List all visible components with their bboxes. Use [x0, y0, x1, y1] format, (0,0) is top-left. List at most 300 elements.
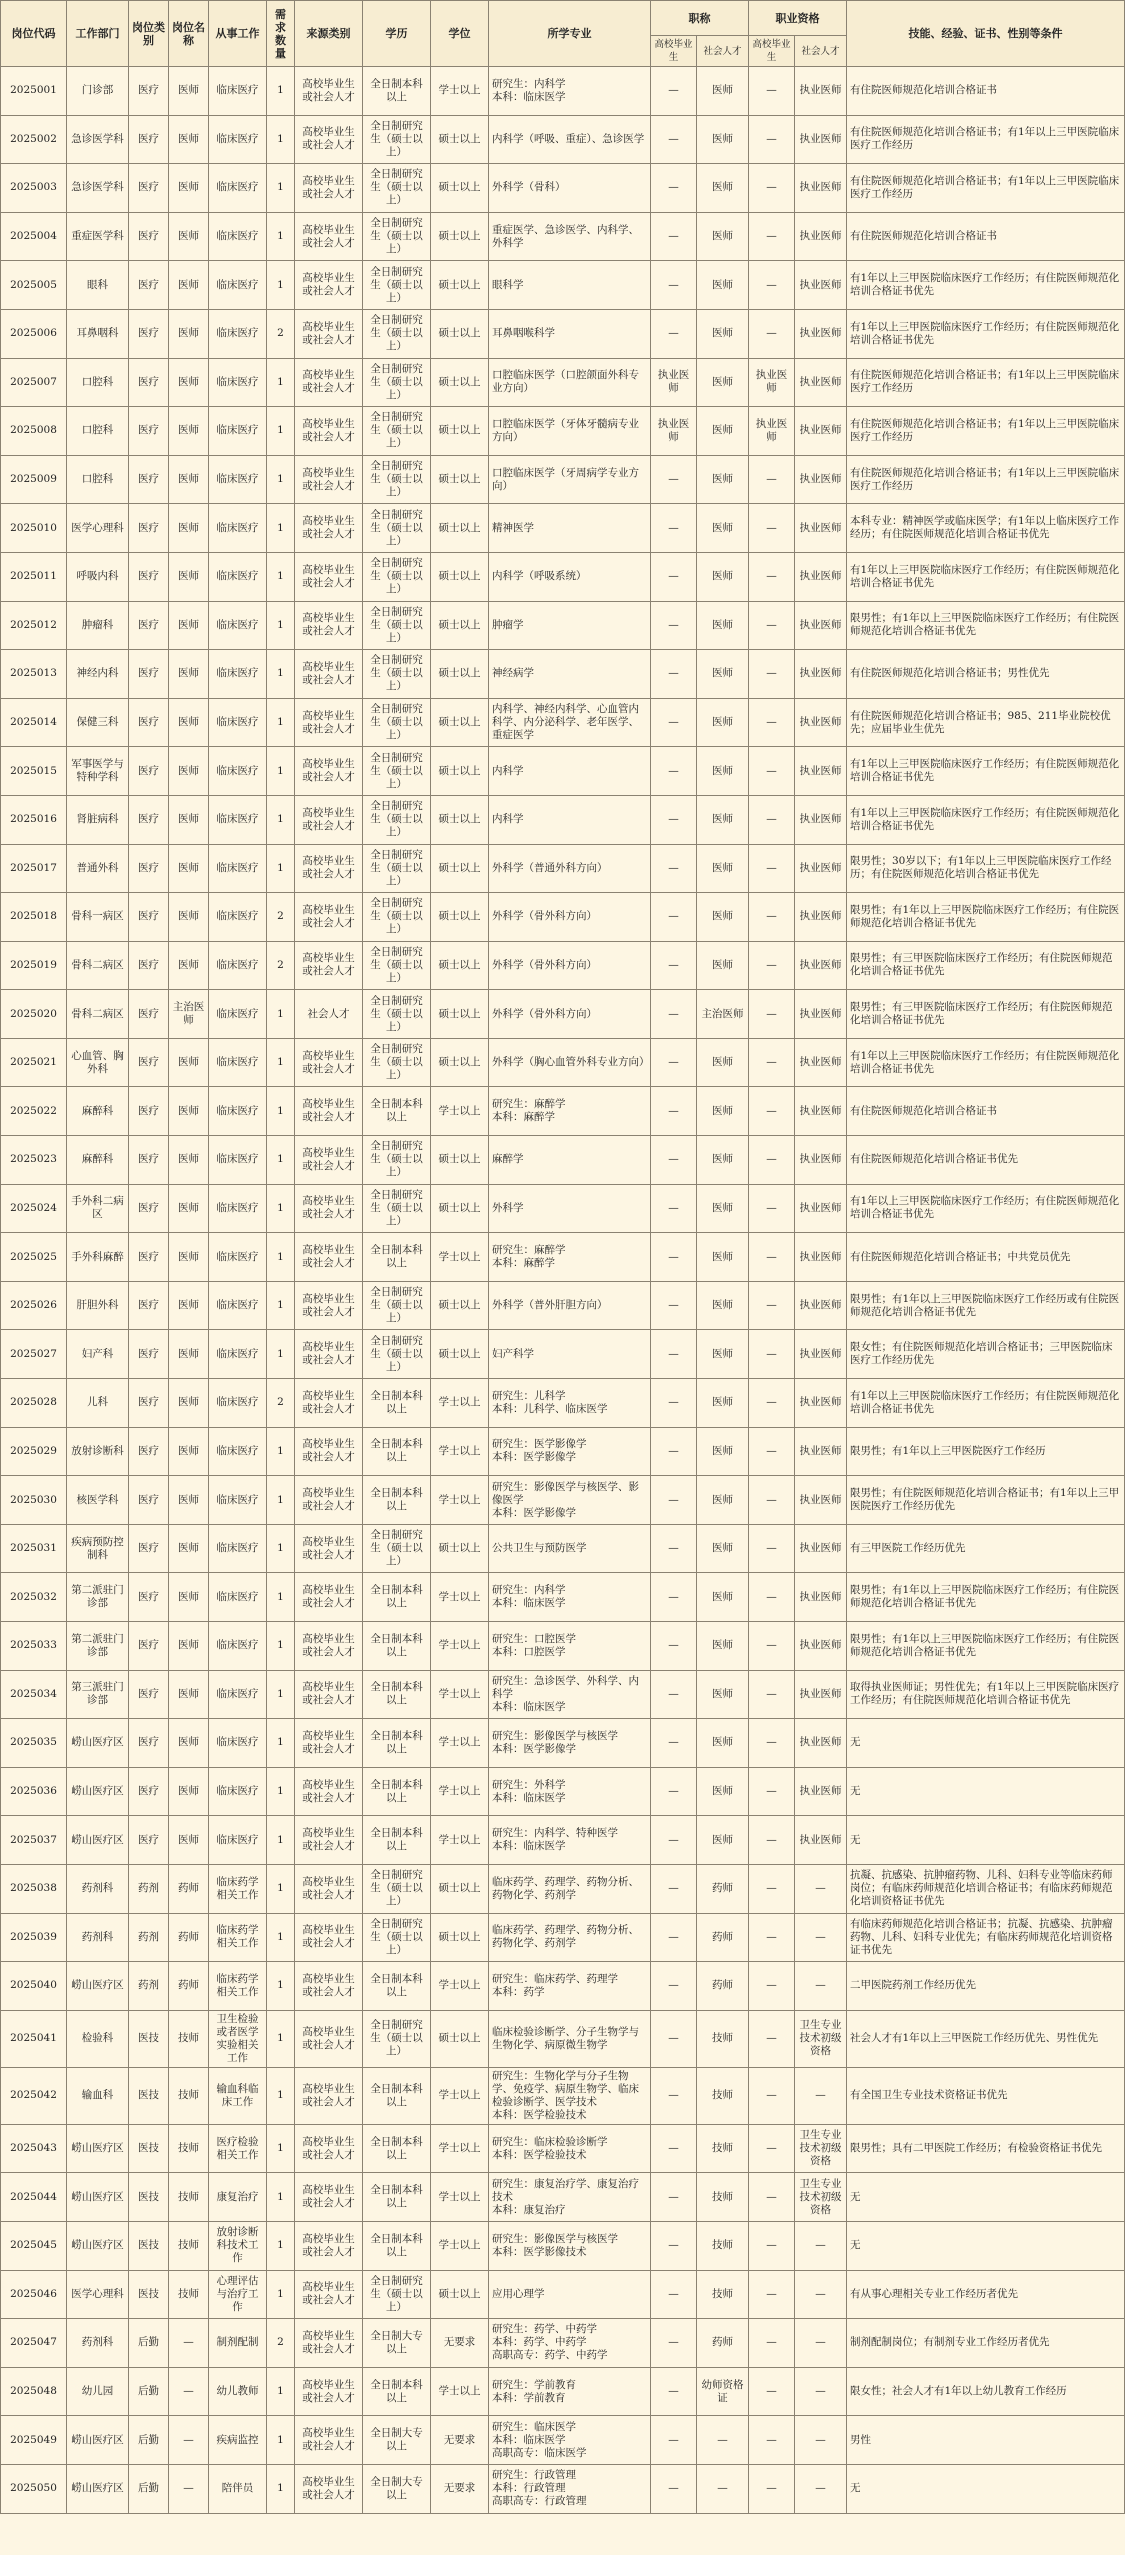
- cell-work: 临床医疗: [209, 650, 267, 699]
- cell-major: 临床药学、药理学、药物分析、药物化学、药剂学: [489, 1913, 651, 1962]
- cell-zc-soc: 医师: [697, 1622, 749, 1671]
- cell-code: 2025049: [1, 2416, 67, 2465]
- cell-category: 后勤: [129, 2367, 169, 2416]
- cell-code: 2025001: [1, 67, 67, 116]
- cell-title: 医师: [169, 115, 209, 164]
- cell-title: 技师: [169, 2010, 209, 2067]
- cell-title: 药师: [169, 1913, 209, 1962]
- cell-count: 1: [267, 1184, 295, 1233]
- cell-category: 医疗: [129, 1330, 169, 1379]
- table-row: [1, 1184, 1125, 1233]
- cell-zy-grad: —: [749, 2173, 795, 2222]
- cell-zy-grad: —: [749, 1524, 795, 1573]
- cell-work: 临床医疗: [209, 1816, 267, 1865]
- cell-title: 药师: [169, 1864, 209, 1913]
- table-row: [1, 552, 1125, 601]
- cell-conditions: 限男性；30岁以下；有1年以上三甲医院临床医疗工作经历；有住院医师规范化培训合格证书优先: [847, 844, 1125, 893]
- table-row: [1, 2319, 1125, 2368]
- cell-zy-grad: —: [749, 698, 795, 747]
- cell-category: 医技: [129, 2221, 169, 2270]
- cell-edu: 全日制研究生（硕士以上）: [363, 358, 431, 407]
- header-dept: 工作部门: [67, 1, 129, 67]
- cell-conditions: 有1年以上三甲医院临床医疗工作经历；有住院医师规范化培训合格证书优先: [847, 747, 1125, 796]
- cell-zy-grad: —: [749, 2319, 795, 2368]
- cell-zy-soc: 执业医师: [795, 1816, 847, 1865]
- table-row: [1, 1622, 1125, 1671]
- cell-major: 神经病学: [489, 650, 651, 699]
- cell-zc-grad: —: [651, 164, 697, 213]
- cell-work: 临床医疗: [209, 67, 267, 116]
- cell-dept: 崂山医疗区: [67, 2416, 129, 2465]
- table-row: [1, 1038, 1125, 1087]
- cell-zy-grad: —: [749, 164, 795, 213]
- cell-work: 临床医疗: [209, 698, 267, 747]
- cell-code: 2025004: [1, 212, 67, 261]
- cell-code: 2025031: [1, 1524, 67, 1573]
- cell-category: 医疗: [129, 650, 169, 699]
- cell-degree: 无要求: [431, 2464, 489, 2513]
- cell-zc-soc: 医师: [697, 1573, 749, 1622]
- cell-zy-grad: —: [749, 2270, 795, 2319]
- cell-zc-soc: 医师: [697, 1476, 749, 1525]
- cell-count: 1: [267, 2010, 295, 2067]
- cell-degree: 学士以上: [431, 1573, 489, 1622]
- cell-count: 1: [267, 2124, 295, 2173]
- cell-degree: 学士以上: [431, 1622, 489, 1671]
- table-row: [1, 1670, 1125, 1719]
- table-row: [1, 941, 1125, 990]
- cell-zy-grad: —: [749, 844, 795, 893]
- cell-title: 医师: [169, 795, 209, 844]
- cell-source: 高校毕业生或社会人才: [295, 2010, 363, 2067]
- cell-source: 高校毕业生或社会人才: [295, 601, 363, 650]
- cell-count: 1: [267, 1670, 295, 1719]
- cell-zc-grad: —: [651, 1184, 697, 1233]
- cell-zy-soc: —: [795, 2464, 847, 2513]
- table-row: [1, 844, 1125, 893]
- cell-zc-soc: 幼师资格证: [697, 2367, 749, 2416]
- cell-conditions: 有住院医师规范化培训合格证书优先: [847, 1136, 1125, 1185]
- cell-zc-grad: —: [651, 1233, 697, 1282]
- cell-zc-soc: 医师: [697, 747, 749, 796]
- cell-dept: 核医学科: [67, 1476, 129, 1525]
- cell-zy-soc: 执业医师: [795, 941, 847, 990]
- cell-conditions: 有从事心理相关专业工作经历者优先: [847, 2270, 1125, 2319]
- cell-zc-soc: 医师: [697, 650, 749, 699]
- cell-dept: 输血科: [67, 2067, 129, 2124]
- cell-edu: 全日制本科以上: [363, 1573, 431, 1622]
- cell-zc-grad: —: [651, 1476, 697, 1525]
- cell-degree: 硕士以上: [431, 747, 489, 796]
- cell-code: 2025003: [1, 164, 67, 213]
- cell-edu: 全日制研究生（硕士以上）: [363, 1281, 431, 1330]
- cell-zy-grad: —: [749, 1864, 795, 1913]
- cell-degree: 硕士以上: [431, 1913, 489, 1962]
- cell-zy-soc: 执业医师: [795, 115, 847, 164]
- cell-title: 医师: [169, 941, 209, 990]
- cell-zc-grad: —: [651, 2319, 697, 2368]
- table-body: [1, 67, 1125, 2514]
- cell-dept: 崂山医疗区: [67, 2124, 129, 2173]
- cell-zc-grad: —: [651, 990, 697, 1039]
- cell-dept: 崂山医疗区: [67, 1719, 129, 1768]
- cell-edu: 全日制研究生（硕士以上）: [363, 1913, 431, 1962]
- cell-zc-grad: —: [651, 1573, 697, 1622]
- table-row: [1, 1767, 1125, 1816]
- cell-count: 1: [267, 601, 295, 650]
- cell-work: 输血科临床工作: [209, 2067, 267, 2124]
- cell-zc-soc: 医师: [697, 212, 749, 261]
- cell-degree: 硕士以上: [431, 309, 489, 358]
- cell-zc-grad: —: [651, 1767, 697, 1816]
- cell-zy-grad: —: [749, 1476, 795, 1525]
- cell-source: 高校毕业生或社会人才: [295, 1330, 363, 1379]
- cell-zc-grad: —: [651, 1864, 697, 1913]
- cell-edu: 全日制大专以上: [363, 2416, 431, 2465]
- cell-degree: 学士以上: [431, 1670, 489, 1719]
- cell-zy-grad: —: [749, 1184, 795, 1233]
- table-row: [1, 115, 1125, 164]
- cell-zc-grad: —: [651, 1962, 697, 2011]
- header-zc: 职称: [651, 1, 749, 36]
- cell-title: 医师: [169, 1330, 209, 1379]
- cell-zy-soc: 执业医师: [795, 1379, 847, 1428]
- header-source: 来源类别: [295, 1, 363, 67]
- cell-title: 医师: [169, 455, 209, 504]
- cell-zc-soc: 主治医师: [697, 990, 749, 1039]
- cell-category: 后勤: [129, 2464, 169, 2513]
- table-row: [1, 1962, 1125, 2011]
- cell-title: 医师: [169, 1427, 209, 1476]
- cell-zc-soc: 医师: [697, 67, 749, 116]
- cell-code: 2025018: [1, 893, 67, 942]
- cell-code: 2025019: [1, 941, 67, 990]
- cell-count: 1: [267, 1573, 295, 1622]
- cell-work: 临床医疗: [209, 1524, 267, 1573]
- cell-zc-grad: 执业医师: [651, 407, 697, 456]
- cell-title: 医师: [169, 164, 209, 213]
- cell-zc-soc: 医师: [697, 1379, 749, 1428]
- cell-degree: 硕士以上: [431, 650, 489, 699]
- cell-zc-soc: 医师: [697, 844, 749, 893]
- cell-edu: 全日制本科以上: [363, 2067, 431, 2124]
- cell-zc-soc: 医师: [697, 1184, 749, 1233]
- cell-zy-grad: —: [749, 990, 795, 1039]
- cell-zy-grad: —: [749, 1330, 795, 1379]
- cell-degree: 硕士以上: [431, 1864, 489, 1913]
- cell-dept: 普通外科: [67, 844, 129, 893]
- cell-category: 医技: [129, 2270, 169, 2319]
- cell-category: 药剂: [129, 1864, 169, 1913]
- cell-major: 研究生：内科学 本科：临床医学: [489, 1573, 651, 1622]
- cell-category: 医技: [129, 2010, 169, 2067]
- cell-code: 2025034: [1, 1670, 67, 1719]
- cell-zy-grad: —: [749, 1233, 795, 1282]
- cell-zy-soc: 卫生专业技术初级资格: [795, 2124, 847, 2173]
- cell-count: 1: [267, 407, 295, 456]
- cell-major: 研究生：内科学 本科：临床医学: [489, 67, 651, 116]
- cell-zc-grad: —: [651, 1087, 697, 1136]
- cell-source: 高校毕业生或社会人才: [295, 650, 363, 699]
- cell-zc-soc: 医师: [697, 601, 749, 650]
- cell-category: 医疗: [129, 261, 169, 310]
- cell-source: 高校毕业生或社会人才: [295, 2067, 363, 2124]
- cell-zc-soc: 医师: [697, 1670, 749, 1719]
- cell-code: 2025038: [1, 1864, 67, 1913]
- cell-conditions: 有1年以上三甲医院临床医疗工作经历；有住院医师规范化培训合格证书优先: [847, 1038, 1125, 1087]
- cell-edu: 全日制研究生（硕士以上）: [363, 1038, 431, 1087]
- cell-major: 精神医学: [489, 504, 651, 553]
- cell-zc-soc: 医师: [697, 1281, 749, 1330]
- cell-zc-soc: 医师: [697, 941, 749, 990]
- cell-edu: 全日制研究生（硕士以上）: [363, 164, 431, 213]
- cell-zy-soc: —: [795, 1913, 847, 1962]
- cell-degree: 硕士以上: [431, 1524, 489, 1573]
- cell-category: 医疗: [129, 1524, 169, 1573]
- cell-zy-soc: 执业医师: [795, 844, 847, 893]
- cell-zc-grad: —: [651, 1330, 697, 1379]
- cell-code: 2025021: [1, 1038, 67, 1087]
- cell-dept: 妇产科: [67, 1330, 129, 1379]
- cell-edu: 全日制研究生（硕士以上）: [363, 552, 431, 601]
- cell-source: 高校毕业生或社会人才: [295, 795, 363, 844]
- cell-category: 医疗: [129, 893, 169, 942]
- cell-work: 疾病监控: [209, 2416, 267, 2465]
- cell-conditions: 有住院医师规范化培训合格证书: [847, 67, 1125, 116]
- cell-work: 临床医疗: [209, 1087, 267, 1136]
- cell-edu: 全日制本科以上: [363, 2367, 431, 2416]
- cell-work: 临床医疗: [209, 358, 267, 407]
- cell-conditions: 无: [847, 2221, 1125, 2270]
- cell-source: 高校毕业生或社会人才: [295, 164, 363, 213]
- cell-source: 高校毕业生或社会人才: [295, 552, 363, 601]
- cell-code: 2025039: [1, 1913, 67, 1962]
- cell-code: 2025016: [1, 795, 67, 844]
- table-row: [1, 650, 1125, 699]
- cell-code: 2025020: [1, 990, 67, 1039]
- cell-conditions: 有1年以上三甲医院临床医疗工作经历；有住院医师规范化培训合格证书优先: [847, 261, 1125, 310]
- cell-zy-soc: 执业医师: [795, 309, 847, 358]
- cell-title: 医师: [169, 698, 209, 747]
- cell-count: 1: [267, 1476, 295, 1525]
- cell-source: 高校毕业生或社会人才: [295, 941, 363, 990]
- cell-degree: 硕士以上: [431, 698, 489, 747]
- cell-edu: 全日制本科以上: [363, 1670, 431, 1719]
- cell-title: 医师: [169, 1184, 209, 1233]
- cell-edu: 全日制本科以上: [363, 1962, 431, 2011]
- cell-title: 医师: [169, 261, 209, 310]
- cell-zy-grad: —: [749, 2416, 795, 2465]
- table-row: [1, 1379, 1125, 1428]
- cell-title: 医师: [169, 407, 209, 456]
- cell-title: —: [169, 2367, 209, 2416]
- cell-conditions: 有住院医师规范化培训合格证书；985、211毕业院校优先；应届毕业生优先: [847, 698, 1125, 747]
- table-row: [1, 2173, 1125, 2222]
- cell-zc-grad: —: [651, 2464, 697, 2513]
- cell-edu: 全日制研究生（硕士以上）: [363, 893, 431, 942]
- cell-zy-soc: 执业医师: [795, 1184, 847, 1233]
- cell-zy-grad: —: [749, 1573, 795, 1622]
- cell-conditions: 有住院医师规范化培训合格证书: [847, 212, 1125, 261]
- cell-edu: 全日制本科以上: [363, 2173, 431, 2222]
- cell-count: 1: [267, 1622, 295, 1671]
- cell-dept: 崂山医疗区: [67, 1816, 129, 1865]
- cell-zc-soc: 医师: [697, 115, 749, 164]
- cell-major: 研究生：麻醉学 本科：麻醉学: [489, 1087, 651, 1136]
- cell-title: 医师: [169, 552, 209, 601]
- cell-edu: 全日制研究生（硕士以上）: [363, 1184, 431, 1233]
- cell-source: 高校毕业生或社会人才: [295, 844, 363, 893]
- cell-dept: 儿科: [67, 1379, 129, 1428]
- cell-dept: 医学心理科: [67, 504, 129, 553]
- cell-work: 临床医疗: [209, 504, 267, 553]
- cell-zy-soc: —: [795, 2416, 847, 2465]
- cell-zc-grad: —: [651, 893, 697, 942]
- cell-work: 陪伴员: [209, 2464, 267, 2513]
- cell-count: 1: [267, 1087, 295, 1136]
- header-count: 需求数量: [267, 1, 295, 67]
- cell-code: 2025047: [1, 2319, 67, 2368]
- cell-degree: 硕士以上: [431, 358, 489, 407]
- table-row: [1, 2124, 1125, 2173]
- cell-title: 医师: [169, 1719, 209, 1768]
- cell-zy-grad: —: [749, 1281, 795, 1330]
- cell-edu: 全日制本科以上: [363, 1816, 431, 1865]
- cell-count: 1: [267, 212, 295, 261]
- cell-source: 高校毕业生或社会人才: [295, 747, 363, 796]
- cell-work: 临床医疗: [209, 1379, 267, 1428]
- cell-work: 临床医疗: [209, 407, 267, 456]
- cell-edu: 全日制研究生（硕士以上）: [363, 115, 431, 164]
- cell-major: 研究生：康复治疗学、康复治疗技术 本科：康复治疗: [489, 2173, 651, 2222]
- cell-count: 2: [267, 309, 295, 358]
- cell-zc-soc: 医师: [697, 1524, 749, 1573]
- cell-title: 药师: [169, 1962, 209, 2011]
- cell-conditions: 限男性；有1年以上三甲医院临床医疗工作经历；有住院医师规范化培训合格证书优先: [847, 1622, 1125, 1671]
- cell-count: 2: [267, 893, 295, 942]
- cell-code: 2025002: [1, 115, 67, 164]
- cell-category: 医疗: [129, 1281, 169, 1330]
- cell-zc-soc: 医师: [697, 1233, 749, 1282]
- cell-source: 高校毕业生或社会人才: [295, 893, 363, 942]
- cell-source: 高校毕业生或社会人才: [295, 1038, 363, 1087]
- cell-source: 高校毕业生或社会人才: [295, 212, 363, 261]
- cell-category: 医疗: [129, 941, 169, 990]
- cell-zy-grad: —: [749, 1670, 795, 1719]
- table-row: [1, 455, 1125, 504]
- cell-work: 临床医疗: [209, 212, 267, 261]
- cell-dept: 手外科二病区: [67, 1184, 129, 1233]
- cell-title: 医师: [169, 1087, 209, 1136]
- cell-conditions: 有住院医师规范化培训合格证书；有1年以上三甲医院临床医疗工作经历: [847, 358, 1125, 407]
- cell-zc-grad: —: [651, 2010, 697, 2067]
- cell-zc-grad: —: [651, 2124, 697, 2173]
- cell-zy-grad: 执业医师: [749, 407, 795, 456]
- cell-zc-grad: —: [651, 1281, 697, 1330]
- cell-code: 2025027: [1, 1330, 67, 1379]
- cell-zy-soc: 执业医师: [795, 1330, 847, 1379]
- cell-title: 医师: [169, 844, 209, 893]
- cell-dept: 肾脏病科: [67, 795, 129, 844]
- cell-zc-soc: 医师: [697, 1136, 749, 1185]
- cell-degree: 硕士以上: [431, 455, 489, 504]
- cell-zc-grad: —: [651, 1524, 697, 1573]
- cell-zy-grad: —: [749, 2067, 795, 2124]
- cell-major: 内科学: [489, 747, 651, 796]
- table-row: [1, 2416, 1125, 2465]
- cell-zy-soc: 执业医师: [795, 747, 847, 796]
- cell-zc-soc: 医师: [697, 164, 749, 213]
- cell-dept: 眼科: [67, 261, 129, 310]
- cell-major: 重症医学、急诊医学、内科学、外科学: [489, 212, 651, 261]
- cell-title: 医师: [169, 1038, 209, 1087]
- cell-zy-soc: 执业医师: [795, 164, 847, 213]
- cell-code: 2025041: [1, 2010, 67, 2067]
- cell-title: 医师: [169, 650, 209, 699]
- cell-category: 医疗: [129, 407, 169, 456]
- cell-code: 2025014: [1, 698, 67, 747]
- cell-dept: 呼吸内科: [67, 552, 129, 601]
- cell-title: 医师: [169, 1136, 209, 1185]
- cell-title: —: [169, 2416, 209, 2465]
- header-zy: 职业资格: [749, 1, 847, 36]
- cell-code: 2025048: [1, 2367, 67, 2416]
- cell-conditions: 有住院医师规范化培训合格证书；有1年以上三甲医院临床医疗工作经历: [847, 164, 1125, 213]
- cell-code: 2025017: [1, 844, 67, 893]
- cell-zc-grad: —: [651, 2067, 697, 2124]
- table-row: [1, 601, 1125, 650]
- cell-work: 制剂配制: [209, 2319, 267, 2368]
- cell-edu: 全日制本科以上: [363, 1087, 431, 1136]
- cell-category: 药剂: [129, 1913, 169, 1962]
- table-row: [1, 358, 1125, 407]
- cell-major: 口腔临床医学（牙周病学专业方向）: [489, 455, 651, 504]
- cell-major: 外科学: [489, 1184, 651, 1233]
- cell-zc-grad: —: [651, 1622, 697, 1671]
- cell-zy-grad: —: [749, 747, 795, 796]
- cell-work: 临床医疗: [209, 1427, 267, 1476]
- cell-edu: 全日制研究生（硕士以上）: [363, 601, 431, 650]
- cell-count: 1: [267, 2173, 295, 2222]
- cell-zy-grad: —: [749, 1136, 795, 1185]
- cell-title: 医师: [169, 1622, 209, 1671]
- cell-category: 医疗: [129, 358, 169, 407]
- cell-zy-soc: 卫生专业技术初级资格: [795, 2173, 847, 2222]
- cell-degree: 学士以上: [431, 1767, 489, 1816]
- cell-dept: 放射诊断科: [67, 1427, 129, 1476]
- cell-conditions: 制剂配制岗位；有制剂专业工作经历者优先: [847, 2319, 1125, 2368]
- cell-count: 1: [267, 844, 295, 893]
- cell-work: 临床医疗: [209, 844, 267, 893]
- cell-zy-soc: 执业医师: [795, 1476, 847, 1525]
- cell-degree: 硕士以上: [431, 844, 489, 893]
- cell-title: 医师: [169, 893, 209, 942]
- cell-source: 高校毕业生或社会人才: [295, 1719, 363, 1768]
- cell-conditions: 有住院医师规范化培训合格证书；有1年以上三甲医院临床医疗工作经历: [847, 455, 1125, 504]
- cell-count: 1: [267, 552, 295, 601]
- cell-zy-grad: —: [749, 1038, 795, 1087]
- cell-zy-grad: —: [749, 2221, 795, 2270]
- cell-degree: 学士以上: [431, 1816, 489, 1865]
- cell-dept: 检验科: [67, 2010, 129, 2067]
- cell-zc-grad: —: [651, 747, 697, 796]
- cell-major: 研究生：行政管理 本科：行政管理 高职高专：行政管理: [489, 2464, 651, 2513]
- cell-degree: 硕士以上: [431, 1184, 489, 1233]
- cell-work: 临床医疗: [209, 1281, 267, 1330]
- cell-major: 妇产科学: [489, 1330, 651, 1379]
- cell-zy-soc: 执业医师: [795, 67, 847, 116]
- cell-zy-grad: —: [749, 552, 795, 601]
